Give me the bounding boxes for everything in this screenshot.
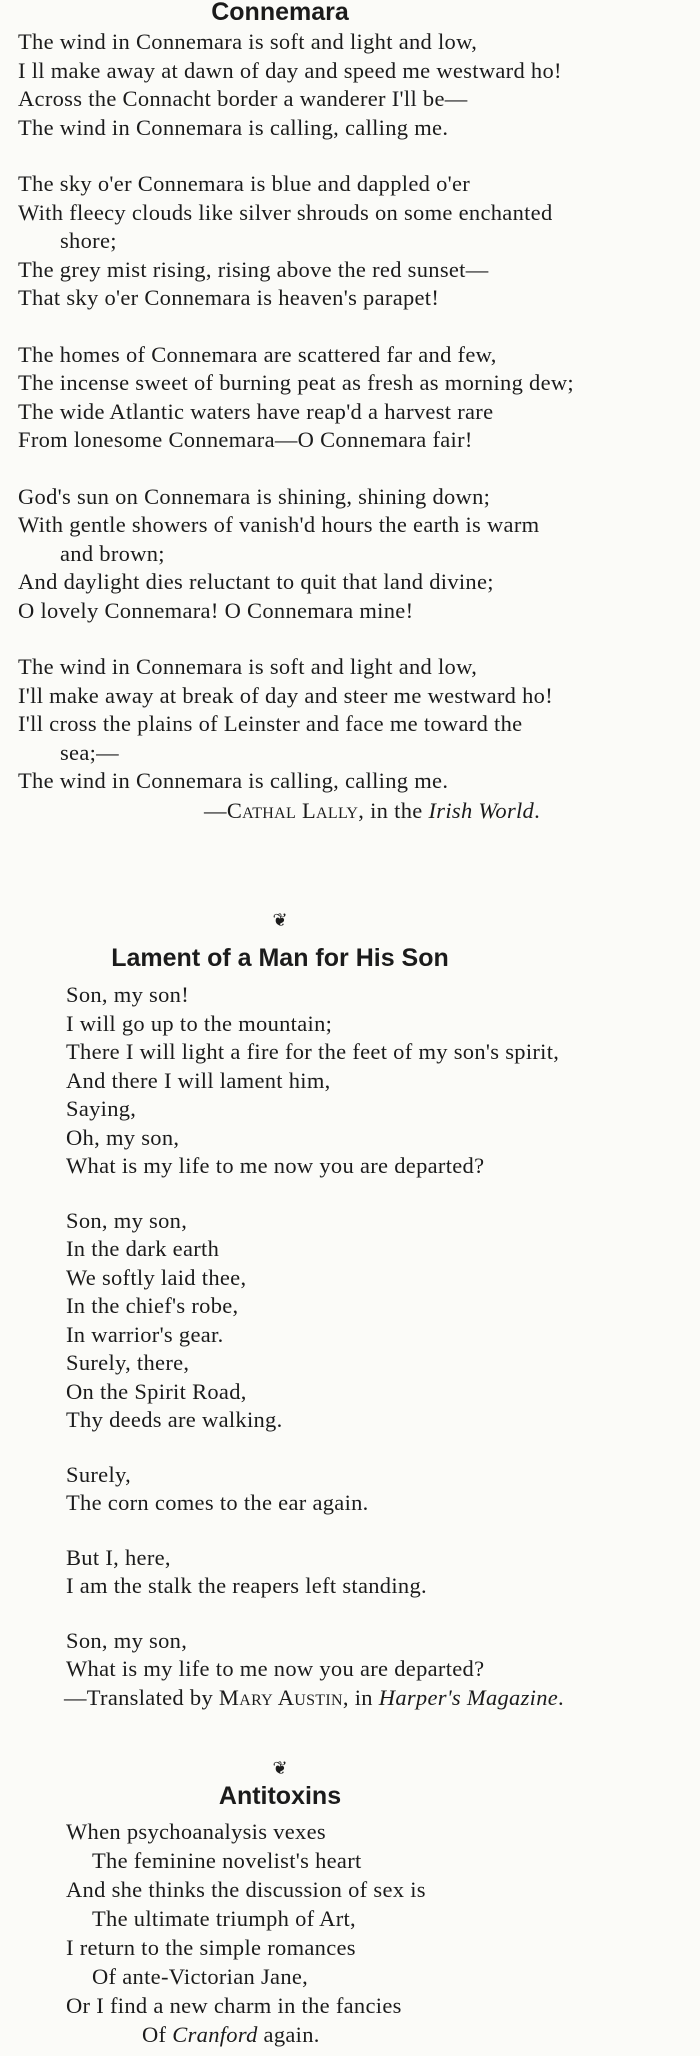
poem-line: Surely,: [66, 1461, 132, 1487]
poem-line: Son, my son,: [66, 1207, 188, 1233]
poem-line: And daylight dies reluctant to quit that land divine;: [18, 569, 494, 594]
poem-line: The wind in Connemara is soft and light and low,: [18, 29, 478, 54]
poem-stanza: [66, 1207, 696, 1435]
poem-line: Son, my son,: [66, 1627, 188, 1653]
poem-stanza: [66, 1627, 696, 1684]
poem-line: From lonesome Connemara—O Connemara fair!: [18, 427, 473, 452]
poem-line: There I will light a fire for the feet of my son's spirit,: [66, 1039, 560, 1064]
poem-title-lament: Lament of a Man for His Son: [111, 944, 449, 972]
poem-line: What is my life to me now you are departed?: [66, 1153, 485, 1178]
poem-line: O lovely Connemara! O Connemara mine!: [18, 597, 414, 623]
line-text: I return to the simple romances: [66, 1935, 356, 1960]
poem-line: I'll make away at break of day and steer me westward ho!: [18, 682, 554, 708]
poem-line: What is my life to me now you are departed?: [66, 1656, 485, 1681]
poem-line: [66, 2020, 696, 2049]
ornament-divider: ❦: [272, 1758, 288, 1778]
poem-title-connemara: Connemara: [211, 0, 349, 26]
poem-line: Son, my son!: [66, 982, 189, 1007]
poem-stanza: [18, 341, 698, 455]
poem-line: The wind in Connemara is calling, calling me.: [18, 114, 449, 140]
author-name: Cathal Lally: [226, 797, 359, 823]
source-publication: Irish World: [428, 797, 535, 823]
poem-line: The incense sweet of burning peat as fresh as morning dew;: [18, 370, 574, 395]
poem-line: The grey mist rising, rising above the red sunset—: [18, 256, 489, 282]
poem-line: The wide Atlantic waters have reap'd a harvest rare: [18, 398, 494, 424]
line-text: Or I find a new charm in the fancies: [66, 1993, 402, 2018]
poem-line: Saying,: [66, 1096, 137, 1121]
italic-title: Cranford: [172, 2022, 258, 2047]
poem-line: shore;: [60, 228, 117, 253]
poem-line: The wind in Connemara is soft and light and low,: [18, 654, 478, 679]
poem-line: But I, here,: [66, 1544, 171, 1570]
poem-line: [66, 1875, 696, 1904]
poem-line: With gentle showers of vanish'd hours the earth is warm: [18, 512, 540, 537]
poem-stanza: [18, 483, 698, 626]
poem-line: We softly laid thee,: [66, 1264, 247, 1290]
poem-line: The wind in Connemara is calling, calling me.: [18, 768, 449, 793]
poem-antitoxins: [66, 1817, 696, 2049]
poem-line: I ll make away at dawn of day and speed me westward ho!: [18, 57, 562, 83]
poem-line: The sky o'er Connemara is blue and dappled o'er: [18, 171, 471, 196]
line-text: And she thinks the discussion of sex is: [66, 1877, 426, 1902]
poem-line: In the chief's robe,: [66, 1293, 239, 1318]
poem-line: [66, 1991, 696, 2020]
poem-line: On the Spirit Road,: [66, 1378, 247, 1404]
poem-line: [66, 1962, 696, 1991]
poem-line: and brown;: [60, 540, 165, 566]
attribution-connector: , in the: [358, 797, 429, 823]
poem-attribution: [18, 796, 698, 826]
poem-stanza: [18, 28, 698, 142]
poem-line: Across the Connacht border a wanderer I'll be—: [18, 86, 468, 111]
poem-line: And there I will lament him,: [66, 1067, 331, 1093]
poem-connemara: [18, 28, 698, 826]
poem-line: [66, 1846, 696, 1875]
line-text: When psychoanalysis vexes: [66, 1819, 326, 1844]
line-text: The feminine novelist's heart: [92, 1848, 362, 1873]
attribution-end: .: [558, 1684, 564, 1710]
poem-line: [66, 1933, 696, 1962]
attribution-prefix: —Translated by: [64, 1684, 219, 1710]
poem-line: Oh, my son,: [66, 1124, 180, 1150]
poem-line: The homes of Connemara are scattered far and few,: [18, 341, 497, 367]
line-text: Of: [142, 2022, 173, 2047]
poem-stanza: [18, 653, 698, 796]
poem-line: I'll cross the plains of Leinster and face me toward the: [18, 711, 523, 736]
line-text: Of ante-Victorian Jane,: [92, 1964, 309, 1989]
line-text-after: again.: [257, 2022, 320, 2047]
poem-title-antitoxins: Antitoxins: [218, 1782, 342, 1810]
ornament-divider: ❦: [272, 910, 288, 930]
line-text: The ultimate triumph of Art,: [92, 1906, 356, 1931]
attribution-end: .: [534, 797, 541, 823]
poem-line: [66, 1817, 696, 1846]
poem-line: sea;—: [60, 739, 119, 765]
poem-stanza: [66, 1461, 696, 1518]
poem-line: Surely, there,: [66, 1350, 190, 1375]
author-name: Mary Austin: [218, 1684, 343, 1710]
poem-lament: [66, 981, 696, 1712]
poem-stanza: [66, 1544, 696, 1601]
poem-line: Thy deeds are walking.: [66, 1407, 283, 1432]
poem-line: I will go up to the mountain;: [66, 1010, 333, 1036]
attribution-prefix: —: [204, 797, 227, 823]
source-publication: Harper's Magazine: [378, 1684, 559, 1710]
poem-line: That sky o'er Connemara is heaven's parapet!: [18, 285, 440, 310]
poem-line: With fleecy clouds like silver shrouds on some enchanted: [18, 199, 553, 225]
poem-line: [66, 1904, 696, 1933]
poem-stanza: [18, 170, 698, 313]
poem-line: The corn comes to the ear again.: [66, 1490, 369, 1515]
poem-line: In warrior's gear.: [66, 1321, 224, 1347]
poem-line: God's sun on Connemara is shining, shining down;: [18, 483, 491, 509]
poem-line: In the dark earth: [66, 1236, 220, 1261]
attribution-connector: , in: [342, 1684, 379, 1710]
poem-attribution: [64, 1684, 696, 1712]
poem-stanza: [66, 981, 696, 1181]
poem-line: I am the stalk the reapers left standing.: [66, 1573, 427, 1598]
